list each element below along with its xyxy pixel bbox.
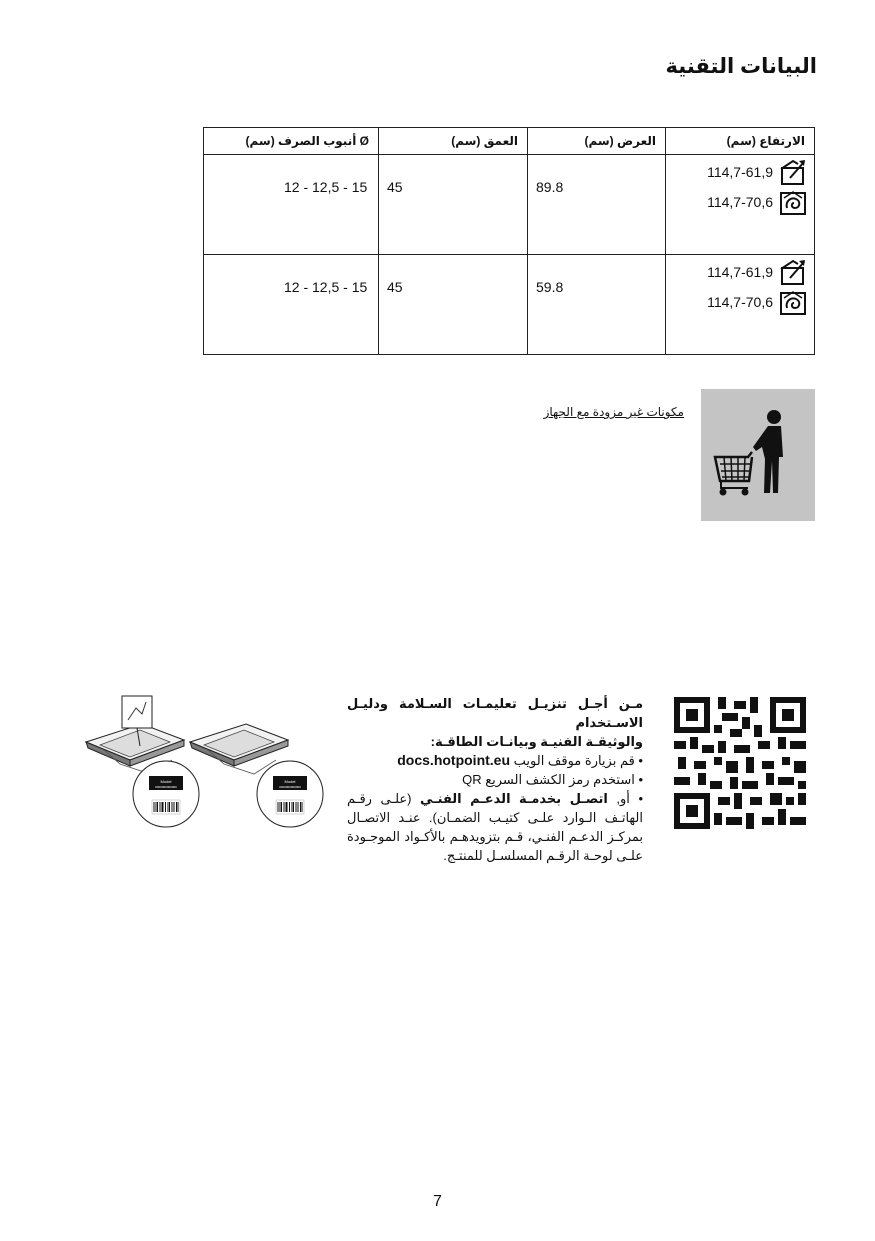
doc-bullet-qr: • استخدم رمز الكشف السريع QR [462, 772, 643, 787]
ducted-mode-icon [778, 258, 808, 286]
cell-width: 89.8 [528, 155, 666, 255]
table-row [204, 255, 815, 355]
illustration-code-label: 0000000000000 [155, 785, 177, 789]
header-depth: العمق (سم) [379, 128, 528, 155]
doc-heading-line1: مـن أجـل تنزيـل تعليمـات السـلامة ودليـل الاسـتخدام [347, 696, 643, 730]
documentation-download-info [347, 694, 643, 865]
height-ducted-line [672, 157, 808, 187]
doc-bullet-website-text: • قم بزيارة موقف الويب [513, 753, 643, 768]
height-ducted-line [672, 257, 808, 287]
doc-bullet-website [347, 751, 643, 770]
page-number: 7 [433, 1193, 442, 1210]
recirculation-mode-icon [778, 188, 808, 216]
doc-bullet-support-rest: (علـى رقـم الهاتـف الـوارد علـى كتيـب الضمـان). عنـد الاتصـال بمركـز الدعـم الفنـي، قـم بتزويدهـم بالأكـواد الموجـودة علـى لوحـة الرقـم المسلسـل للمنتـج. [347, 791, 643, 863]
doc-bullet-support-bold: اتصـل بخدمـة الدعـم الفنـي [420, 791, 608, 806]
qr-code-icon[interactable] [674, 697, 806, 829]
not-supplied-label: مكونات غير مزودة مع الجهاز [543, 405, 684, 419]
doc-heading-line2: والوثيقـة الفنيـة وبيانـات الطاقـة: [430, 734, 643, 749]
table-row [204, 155, 815, 255]
header-width: العرض (سم) [528, 128, 666, 155]
not-supplied-panel [701, 389, 815, 521]
recirculation-mode-icon [778, 288, 808, 316]
height-ducted-value: 114,7-61,9 [707, 264, 773, 280]
hood-rating-plate-illustration [80, 690, 342, 838]
technical-data-table [203, 127, 815, 355]
doc-bullet-support-start: • أو, [616, 791, 643, 806]
header-height: الارتفاع (سم) [666, 128, 815, 155]
illustration-model-label: Model [160, 779, 172, 784]
cell-height [666, 255, 815, 355]
cell-duct: 12 - 12,5 - 15 [204, 255, 379, 355]
height-ducted-value: 114,7-61,9 [707, 164, 773, 180]
ducted-mode-icon [778, 158, 808, 186]
cell-depth: 45 [379, 255, 528, 355]
height-recirc-value: 114,7-70,6 [707, 194, 773, 210]
shopping-cart-person-icon [701, 389, 815, 521]
height-recirc-value: 114,7-70,6 [707, 294, 773, 310]
header-duct-diameter: Ø أنبوب الصرف (سم) [204, 128, 379, 155]
doc-bullet-support [347, 789, 643, 865]
docs-website-link[interactable]: docs.hotpoint.eu [397, 752, 511, 768]
illustration-code-label: 0000000000000 [279, 785, 301, 789]
cell-depth: 45 [379, 155, 528, 255]
cell-height [666, 155, 815, 255]
height-recirc-line [672, 187, 808, 217]
illustration-model-label: Model [284, 779, 296, 784]
table-header-row [204, 128, 815, 155]
cell-width: 59.8 [528, 255, 666, 355]
height-recirc-line [672, 287, 808, 317]
cell-duct: 12 - 12,5 - 15 [204, 155, 379, 255]
page-title: البيانات التقنية [665, 55, 817, 78]
